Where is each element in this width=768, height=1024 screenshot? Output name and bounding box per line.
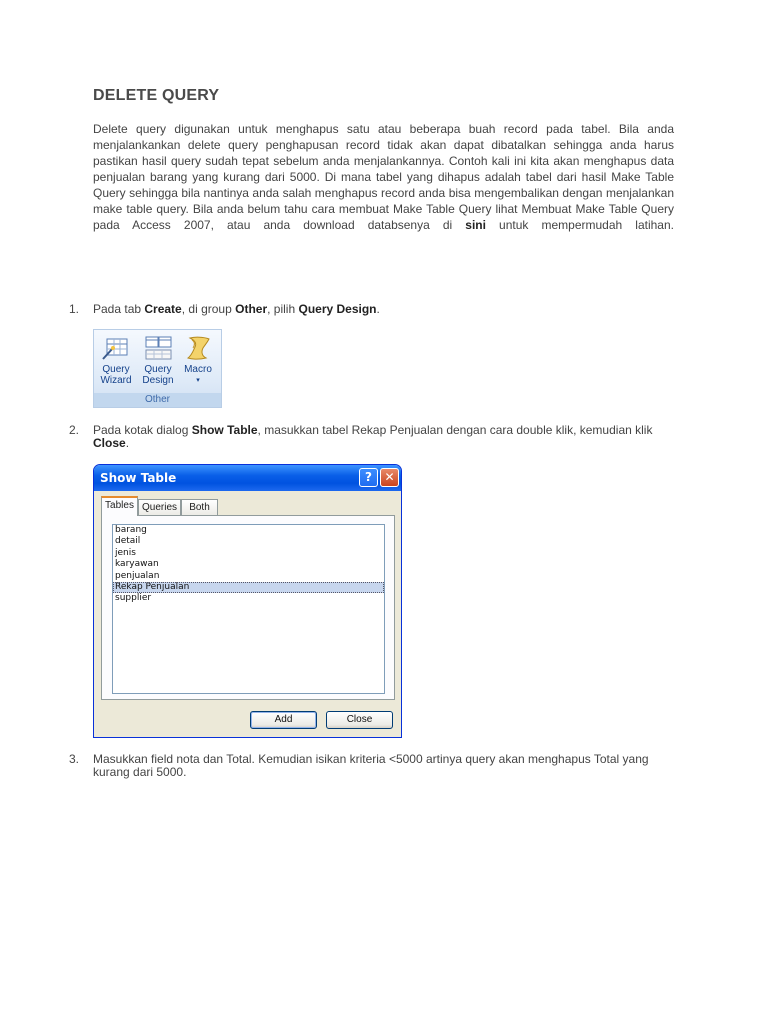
query-design-label-2: Design [142,375,174,386]
query-design-icon [143,334,173,362]
step-text-part: . [376,302,380,316]
query-wizard-icon [101,334,131,362]
list-item-selected[interactable]: Rekap Penjualan [113,582,384,593]
step-text [93,424,653,450]
close-button[interactable]: Close [326,711,393,729]
macro-scroll-icon [183,334,213,362]
tab-both[interactable]: Both [181,499,218,515]
query-wizard-button[interactable] [96,334,136,386]
intro-text: Delete query digunakan untuk menghapus satu atau beberapa buah record pada tabel. Bila anda menjalankankan delete query penghapusan record tidak akan dapat dibatalkan sehingga anda harus pastikan hasil query sudah tepat sebelum anda menjalankannya. Contoh kali ini kita akan menghapus data penjualan barang yang kurang dari 5000. Di mana tabel yang dihapus adalah tabel dari hasil Make Table Query sehingga bila nantinya anda salah menghapus record anda bisa mengembalikan dengan menjalankan make table query. Bila anda belum tahu cara membuat Make Table Query lihat Membuat Make Table Query pada Access 2007, atau anda download databsenya di [93,122,674,232]
step-text [93,303,653,316]
list-item[interactable]: karyawan [115,559,159,570]
dialog-titlebar[interactable] [94,465,401,491]
list-item[interactable]: jenis [115,547,136,558]
tables-tab-panel [101,515,395,700]
step-text-part: Pada tab [93,302,145,316]
query-design-button[interactable] [138,334,178,386]
close-icon[interactable]: ✕ [380,468,399,487]
list-item[interactable]: supplier [115,593,152,604]
step-bold-query-design: Query Design [298,302,377,316]
help-button[interactable]: ? [359,468,378,487]
step-text-part: . [125,436,130,450]
step-text-part: Pada kotak dialog [93,423,192,437]
step-text-part: , masukkan tabel Rekap Penjualan dengan cara double klik, kemudian klik [257,423,653,437]
intro-paragraph [93,121,674,233]
macro-label: Macro [184,364,212,375]
tab-tables[interactable]: Tables [101,496,138,516]
query-wizard-label-1: Query [102,364,130,375]
ribbon-other-group [93,329,222,408]
step-text: Masukkan field nota dan Total. Kemudian isikan kriteria <5000 artinya query akan menghapus Total yang kurang dari 5000. [93,752,649,779]
query-design-label-1: Query [144,364,172,375]
intro-text-end: untuk mempermudah latihan. [485,218,674,232]
step-bold-other: Other [235,302,268,316]
list-item[interactable]: barang [115,525,147,535]
step-number: 1. [69,302,80,316]
step-bold-create: Create [144,302,182,316]
macro-button[interactable] [178,334,218,386]
list-item[interactable]: detail [115,536,141,547]
step-bold-close: Close [93,436,126,450]
table-listbox[interactable] [112,524,385,694]
list-item[interactable]: penjualan [115,570,160,581]
step-bold-show-table: Show Table [191,423,258,437]
show-table-dialog [93,464,402,738]
sini-link[interactable]: sini [465,218,486,232]
tab-queries[interactable]: Queries [138,499,181,515]
add-button[interactable]: Add [250,711,317,729]
dialog-title: Show Table [100,471,177,485]
macro-dropdown-arrow: ▾ [196,377,200,384]
step-text-part: , pilih [267,302,299,316]
step-text-part: , di group [181,302,236,316]
step-number: 2. [69,423,80,437]
page-title: DELETE QUERY [93,87,220,104]
query-wizard-label-2: Wizard [100,375,132,386]
ribbon-group-label: Other [94,393,221,407]
step-number: 3. [69,752,80,766]
